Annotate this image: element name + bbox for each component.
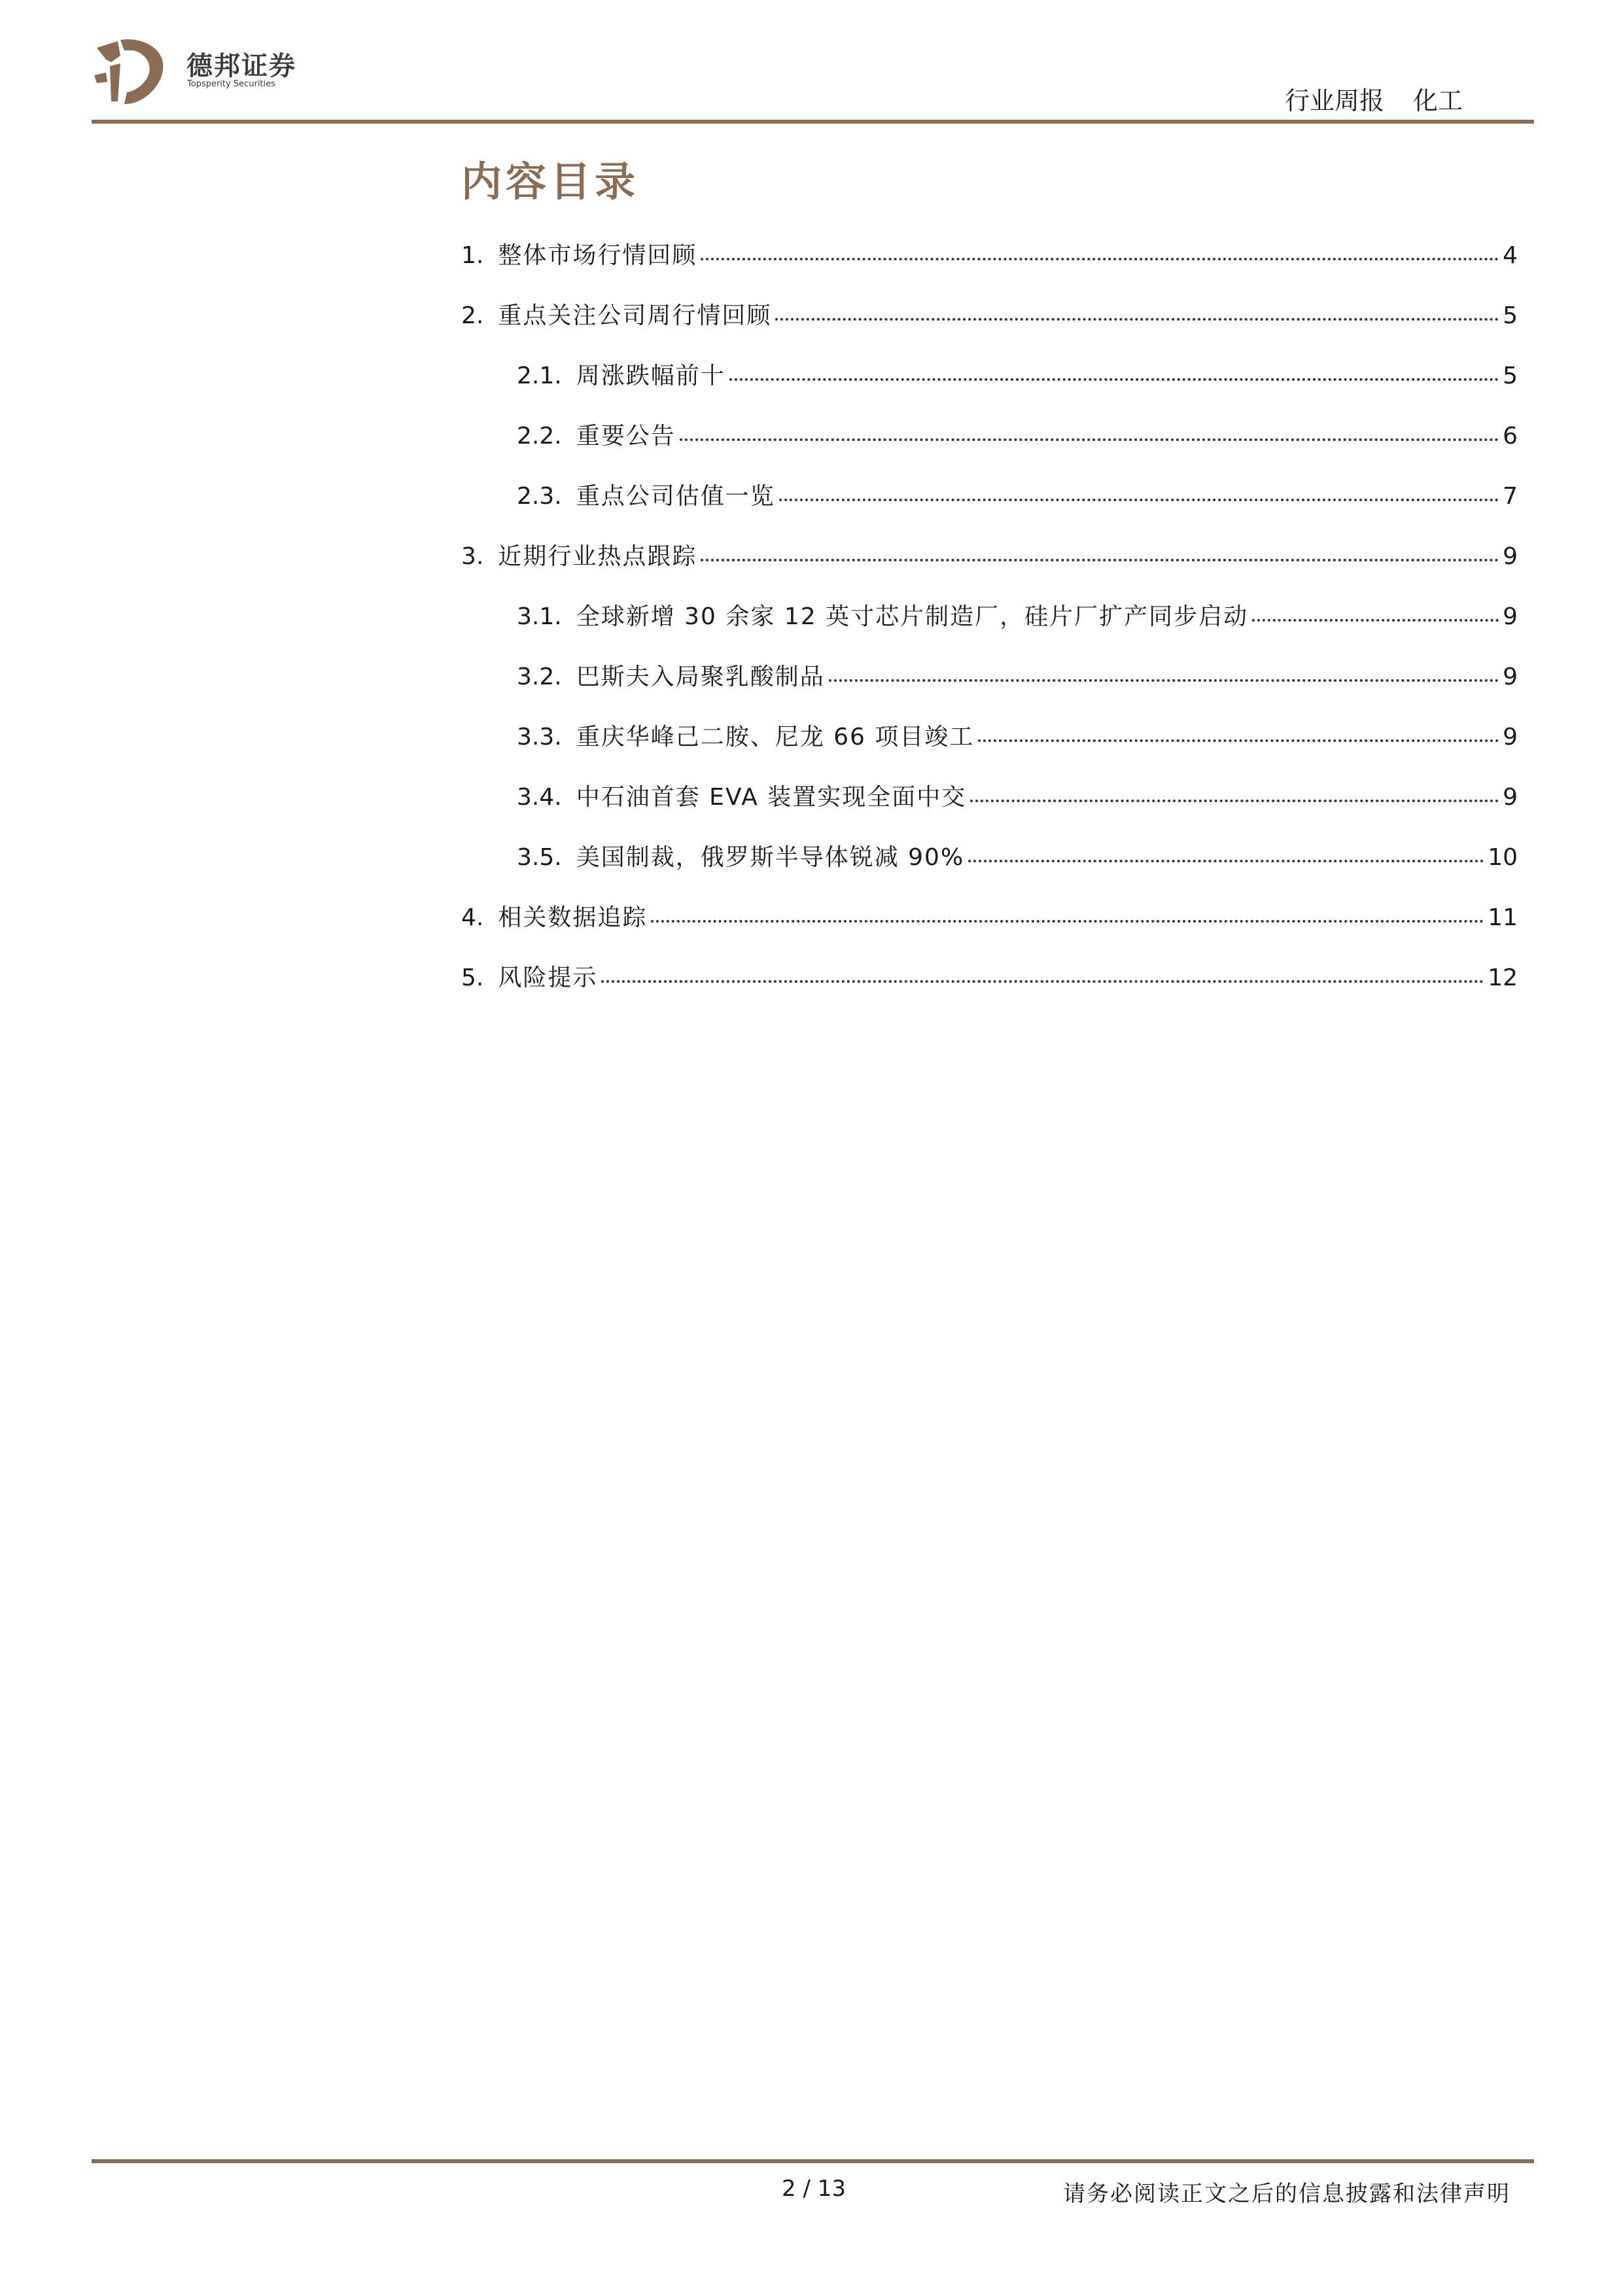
toc-entry-number: 3.: [461, 543, 484, 570]
toc-entry-page: 9: [1503, 543, 1518, 570]
toc-title: 内容目录: [461, 158, 640, 205]
toc-entry-number: 3.4.: [517, 784, 562, 811]
toc-entry-title: 近期行业热点跟踪: [498, 543, 697, 570]
toc-entry-title: 重要公告: [576, 423, 676, 450]
logo-chinese-name: 德邦证券: [186, 51, 296, 81]
toc-entry-title: 全球新增 30 余家 12 英寸芯片制造厂，硅片厂扩产同步启动: [576, 603, 1249, 630]
toc-entry-page: 6: [1503, 423, 1518, 450]
toc-entry-title: 重点关注公司周行情回顾: [498, 302, 772, 329]
toc-entry[interactable]: [461, 899, 1518, 938]
toc-entry-number: 2.1.: [517, 362, 562, 389]
deer-logo-icon: [92, 36, 169, 109]
toc-entry-page: 7: [1503, 483, 1518, 510]
toc-entry-page: 4: [1503, 242, 1518, 269]
toc-entry-title: 相关数据追踪: [498, 904, 648, 931]
toc-entry-title: 周涨跌幅前十: [576, 362, 725, 389]
toc-entry-page: 5: [1503, 362, 1518, 389]
toc-dot-leader: [601, 980, 1484, 983]
toc-entry-title: 巴斯夫入局聚乳酸制品: [576, 663, 825, 690]
report-category: [1285, 80, 1463, 116]
toc-entry-page: 10: [1488, 844, 1518, 871]
toc-entry-number: 2.3.: [517, 483, 562, 510]
header-divider: [92, 120, 1534, 124]
toc-entry[interactable]: [517, 478, 1518, 517]
toc-entry-page: 12: [1488, 964, 1518, 991]
toc-dot-leader: [701, 258, 1499, 260]
toc-dot-leader: [978, 739, 1499, 742]
toc-dot-leader: [970, 800, 1499, 802]
toc-dot-leader: [680, 438, 1499, 441]
toc-dot-leader: [829, 679, 1499, 682]
toc-entry-number: 2.: [461, 302, 484, 329]
toc-dot-leader: [968, 860, 1484, 862]
toc-entry-number: 5.: [461, 964, 484, 991]
toc-dot-leader: [775, 318, 1499, 321]
industry-label: 化工: [1412, 86, 1463, 115]
toc-dot-leader: [701, 559, 1499, 561]
footer-divider: [92, 2159, 1534, 2163]
toc-entry[interactable]: [461, 959, 1518, 998]
toc-entry-page: 9: [1503, 603, 1518, 630]
toc-entry[interactable]: [461, 538, 1518, 577]
toc-entry-number: 2.2.: [517, 423, 562, 450]
report-type: 行业周报: [1284, 86, 1384, 115]
toc-entry-number: 3.3.: [517, 724, 562, 751]
toc-entry-title: 重庆华峰己二胺、尼龙 66 项目竣工: [576, 724, 975, 751]
legal-disclaimer: 请务必阅读正文之后的信息披露和法律声明: [1063, 2181, 1510, 2207]
toc-entry-page: 9: [1503, 663, 1518, 690]
company-logo: [92, 36, 307, 111]
toc-entry-number: 1.: [461, 242, 484, 269]
toc-entry[interactable]: [517, 598, 1518, 637]
toc-entry-title: 重点公司估值一览: [576, 483, 775, 510]
toc-entry-number: 3.2.: [517, 663, 562, 690]
toc-entry-page: 5: [1503, 302, 1518, 329]
toc-entry[interactable]: [461, 297, 1518, 336]
toc-entry[interactable]: [517, 658, 1518, 698]
toc-dot-leader: [729, 378, 1499, 381]
toc-entry[interactable]: [517, 357, 1518, 397]
toc-entry[interactable]: [517, 417, 1518, 457]
toc-dot-leader: [651, 920, 1484, 923]
toc-entry-page: 9: [1503, 784, 1518, 811]
toc-entry-page: 11: [1488, 904, 1518, 931]
toc-entry-page: 9: [1503, 724, 1518, 751]
toc-entry-number: 3.1.: [517, 603, 562, 630]
page-indicator: 2 / 13: [782, 2176, 846, 2202]
toc-entry-title: 整体市场行情回顾: [498, 242, 697, 269]
toc-entry-title: 美国制裁，俄罗斯半导体锐减 90%: [576, 844, 965, 871]
toc-entry-number: 4.: [461, 904, 484, 931]
toc-entry[interactable]: [461, 237, 1518, 276]
toc-entry[interactable]: [517, 718, 1518, 758]
toc-dot-leader: [779, 499, 1499, 501]
toc-entry[interactable]: [517, 839, 1518, 878]
toc-entry[interactable]: [517, 779, 1518, 818]
toc-entry-title: 风险提示: [498, 964, 598, 991]
toc-dot-leader: [1252, 619, 1499, 622]
logo-english-name: Topsperity Securities: [187, 79, 275, 89]
toc-entry-title: 中石油首套 EVA 装置实现全面中交: [576, 784, 967, 811]
toc-entry-number: 3.5.: [517, 844, 562, 871]
